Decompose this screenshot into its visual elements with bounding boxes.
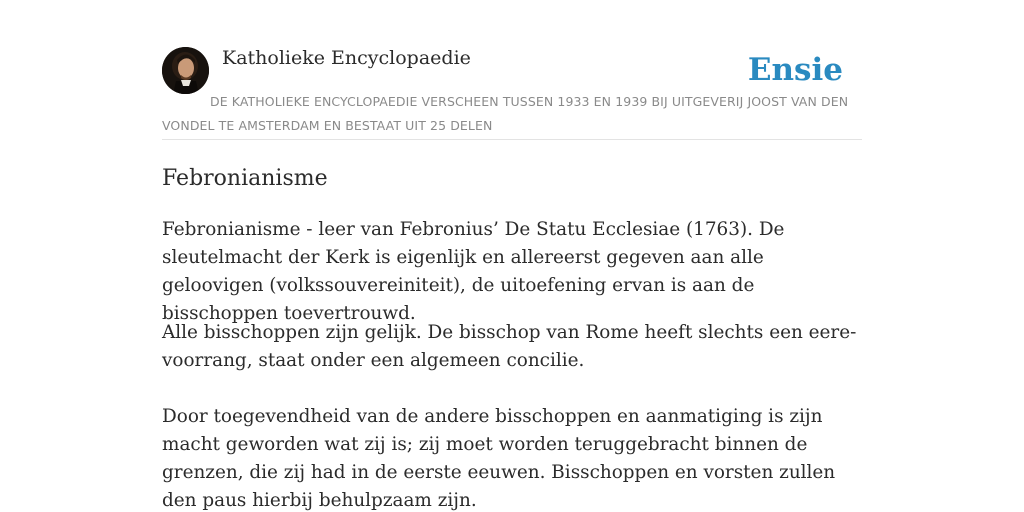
divider [162, 139, 862, 140]
site-title[interactable]: Katholieke Encyclopaedie [222, 47, 471, 69]
site-description: DE KATHOLIEKE ENCYCLOPAEDIE VERSCHEEN TUSSEN 1933 EN 1939 BIJ UITGEVERIJ JOOST VAN DEN VONDEL TE AMSTERDAM EN BESTAAT UIT 25 DELEN [162, 94, 849, 133]
article-title: Febronianisme [162, 166, 328, 191]
portrait-icon [162, 47, 209, 94]
article-paragraph: Alle bisschoppen zijn gelijk. De bisschop van Rome heeft slechts een eere-voorrang, staat onder een algemeen concilie. [162, 322, 857, 371]
brand-logo[interactable]: Ensie [747, 52, 843, 88]
article-paragraph: Febronianisme - leer van Febronius’ De Statu Ecclesiae (1763). De sleutelmacht der Kerk is eigenlijk en allereerst gegeven aan alle geloovigen (volkssouvereiniteit), de uitoefening ervan is aan de bisschoppen toevertrouwd. [162, 219, 785, 324]
avatar[interactable] [162, 47, 209, 94]
article-paragraph: Door toegevendheid van de andere bisschoppen en aanmatiging is zijn macht geworden wat zij is; zij moet worden teruggebracht binnen de grenzen, die zij had in de eerste eeuwen. Bisschoppen en vorsten zullen den paus hierbij behulpzaam zijn. [162, 406, 836, 511]
